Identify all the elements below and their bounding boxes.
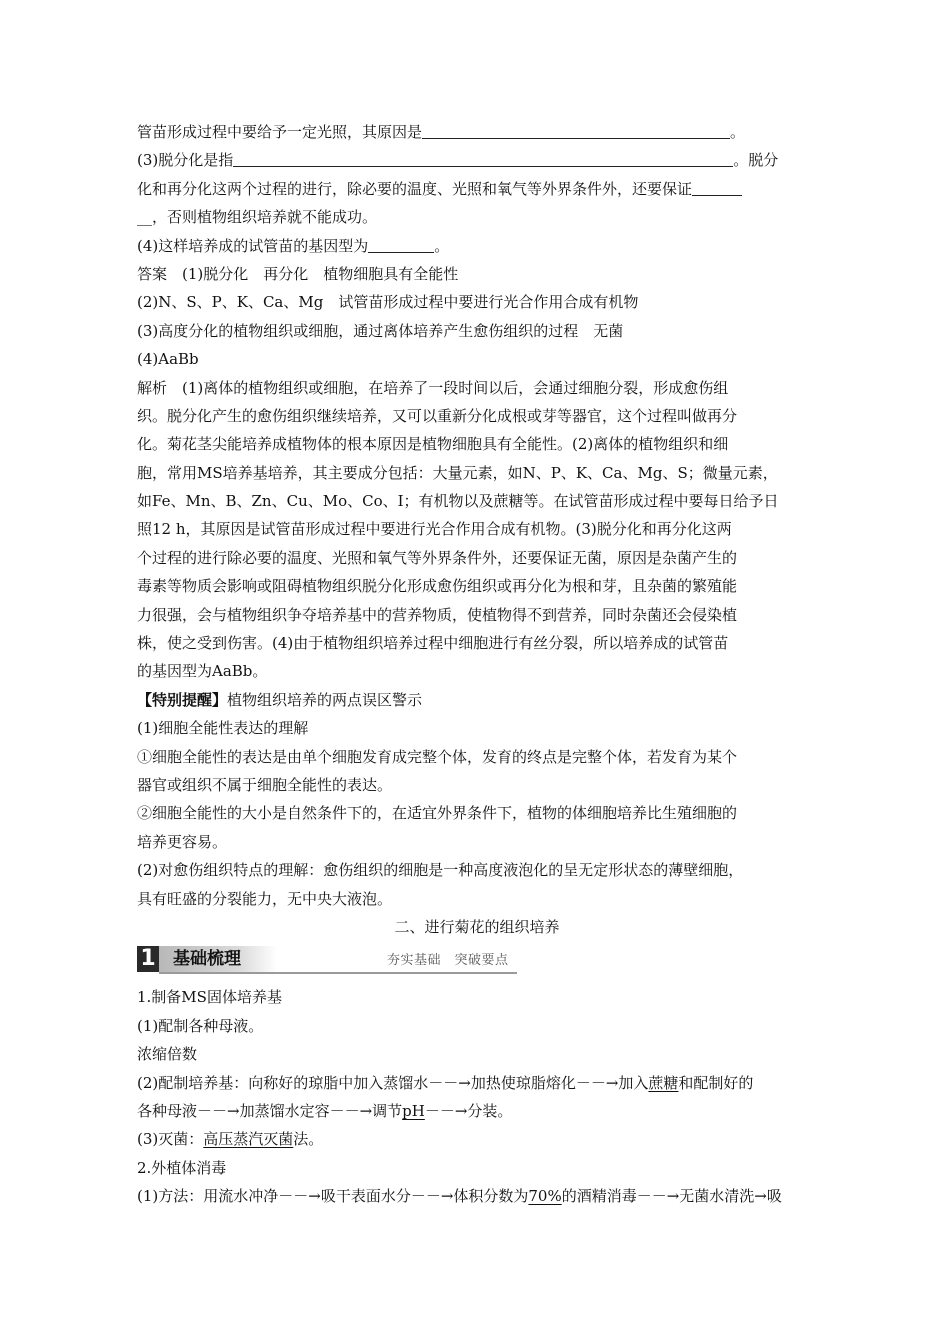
section-title: 二、进行菊花的组织培养 <box>394 917 560 936</box>
tip-line: 具有旺盛的分裂能力，无中央大液泡。 <box>137 889 393 908</box>
answer-line-2: (2)N、S、P、K、Ca、Mg 试管苗形成过程中要进行光合作用合成有机物 <box>137 293 639 312</box>
question-line-2 <box>137 146 817 174</box>
text: (3)灭菌： <box>137 1130 204 1149</box>
answer-blank <box>233 149 733 167</box>
tip-heading <box>137 686 817 714</box>
document-page <box>137 118 817 1210</box>
basics-line: (1)配制各种母液。 <box>137 1016 264 1035</box>
answer-blank <box>368 235 434 253</box>
text: __，否则植物组织培养就不能成功。 <box>137 208 378 227</box>
analysis-line: 株，使之受到伤害。(4)由于植物组织培养过程中细胞进行有丝分裂，所以培养成的试管苗 <box>137 634 729 653</box>
tip-line: (1)细胞全能性表达的理解 <box>137 719 309 738</box>
underlined-answer: 高压蒸汽灭菌 <box>203 1130 294 1149</box>
text: 各种母液－－→加蒸馏水定容－－→调节 <box>137 1101 403 1120</box>
tip-line: ②细胞全能性的大小是自然条件下的，在适宜外界条件下，植物的体细胞培养比生殖细胞的 <box>137 804 738 823</box>
text: 化和再分化这两个过程的进行，除必要的温度、光照和氧气等外界条件外，还要保证 <box>137 179 693 198</box>
answer-line-4: (4)AaBb <box>137 350 199 369</box>
tip-line: 器官或组织不属于细胞全能性的表达。 <box>137 775 393 794</box>
question-line-1 <box>137 118 817 146</box>
banner-subtitle: 夯实基础 突破要点 <box>387 953 509 969</box>
analysis-line: 胞，常用MS培养基培养，其主要成分包括：大量元素，如N、P、K、Ca、Mg、S；微量元素， <box>137 463 778 482</box>
analysis-line: 如Fe、Mn、B、Zn、Cu、Mo、Co、I；有机物以及蔗糖等。在试管苗形成过程中要每日给予日 <box>137 492 779 511</box>
text: (2)配制培养基：向称好的琼脂中加入蒸馏水－－→加热使琼脂熔化－－→加入 <box>137 1073 649 1092</box>
basics-line: 浓缩倍数 <box>137 1045 198 1064</box>
text: 法。 <box>293 1130 324 1149</box>
analysis-line: 照12 h，其原因是试管苗形成过程中要进行光合作用合成有机物。(3)脱分化和再分化这两 <box>137 520 732 539</box>
question-line-3 <box>137 175 817 203</box>
banner-rule <box>159 972 517 974</box>
text: 。 <box>730 123 746 141</box>
text: 的酒精消毒－－→无菌水清洗→吸 <box>561 1187 782 1206</box>
analysis-line: 化。菊花茎尖能培养成植物体的根本原因是植物细胞具有全能性。(2)离体的植物组织和细 <box>137 435 729 454</box>
answer-line-3: (3)高度分化的植物组织或细胞，通过离体培养产生愈伤组织的过程 无菌 <box>137 321 624 340</box>
basics-line <box>137 1125 817 1153</box>
answer-blank <box>422 121 730 139</box>
text: (1)方法：用流水冲净－－→吸干表面水分－－→体积分数为 <box>137 1187 529 1206</box>
analysis-line: 的基因型为AaBb。 <box>137 662 268 681</box>
text: －－→分装。 <box>424 1101 513 1120</box>
basics-line <box>137 1182 817 1210</box>
question-line-4 <box>137 203 817 231</box>
answer-blank <box>692 178 742 196</box>
analysis-line: 个过程的进行除必要的温度、光照和氧气等外界条件外，还要保证无菌，原因是杂菌产生的 <box>137 548 738 567</box>
banner-title: 基础梳理 <box>173 949 241 970</box>
text: 管苗形成过程中要给予一定光照，其原因是 <box>137 123 423 141</box>
text: 。脱分 <box>733 151 779 170</box>
text: (4)这样培养成的试管苗的基因型为 <box>137 236 369 255</box>
underlined-answer: 70% <box>528 1187 562 1206</box>
tip-line: ①细胞全能性的表达是由单个细胞发育成完整个体，发育的终点是完整个体，若发育为某个 <box>137 747 738 766</box>
tip-label: 【特别提醒】 <box>137 690 228 709</box>
banner-number: 1 <box>137 946 159 972</box>
underlined-answer: 蔗糖 <box>648 1073 679 1092</box>
analysis-line: 织。脱分化产生的愈伤组织继续培养，又可以重新分化成根或芽等器官，这个过程叫做再分 <box>137 406 738 425</box>
tip-heading-text: 植物组织培养的两点误区警示 <box>227 690 423 709</box>
basics-line <box>137 1097 817 1125</box>
question-line-5 <box>137 232 817 260</box>
underlined-answer: pH <box>402 1101 425 1120</box>
tip-line: (2)对愈伤组织特点的理解：愈伤组织的细胞是一种高度液泡化的呈无定形状态的薄壁细胞， <box>137 861 744 880</box>
section-banner <box>137 943 817 977</box>
text: (3)脱分化是指 <box>137 151 234 170</box>
text: 和配制好的 <box>678 1073 754 1092</box>
analysis-line: 解析 (1)离体的植物组织或细胞，在培养了一段时间以后，会通过细胞分裂，形成愈伤组 <box>137 378 729 397</box>
answer-line-1: 答案 (1)脱分化 再分化 植物细胞具有全能性 <box>137 264 459 283</box>
tip-line: 培养更容易。 <box>137 832 228 851</box>
analysis-line: 毒素等物质会影响或阻碍植物组织脱分化形成愈伤组织或再分化为根和芽，且杂菌的繁殖能 <box>137 577 738 596</box>
basics-line: 2.外植体消毒 <box>137 1158 227 1177</box>
analysis-line: 力很强，会与植物组织争夺培养基中的营养物质，使植物得不到营养，同时杂菌还会侵染植 <box>137 605 738 624</box>
basics-line: 1.制备MS固体培养基 <box>137 988 282 1007</box>
text: 。 <box>434 236 450 255</box>
basics-line <box>137 1069 817 1097</box>
